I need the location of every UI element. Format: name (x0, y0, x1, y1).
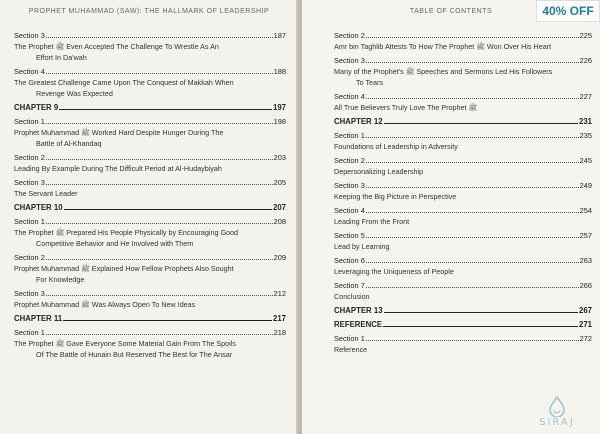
toc-line (14, 252, 286, 263)
leader-dots (366, 137, 579, 138)
toc-page-number: 267 (578, 306, 592, 315)
toc-page-number: 198 (273, 117, 286, 126)
toc-description-line: Foundations of Leadership in Adversity (334, 142, 458, 151)
toc-chapter-entry (14, 313, 286, 324)
leader-dots (366, 262, 579, 263)
leader-dots (46, 159, 273, 160)
toc-description-line: Prophet Muhammad ﷺ Explained How Fellow Prophets Also Sought (14, 264, 234, 273)
leader-dots (384, 123, 578, 124)
toc-page-number: 272 (579, 334, 592, 343)
toc-description-line: Conclusion (334, 292, 370, 301)
toc-section-entry (14, 116, 286, 149)
toc-description (14, 127, 286, 149)
toc-page-number: 263 (579, 256, 592, 265)
toc-page-number: 235 (579, 131, 592, 140)
toc-section-entry (334, 130, 592, 152)
toc-section-entry (334, 280, 592, 302)
toc-section-entry (14, 152, 286, 174)
toc-page-number: 205 (273, 178, 286, 187)
toc-description-line: Leveraging the Uniqueness of People (334, 267, 454, 276)
toc-label: Section 1 (14, 328, 45, 337)
toc-chapter-entry (334, 116, 592, 127)
toc-section-entry (14, 177, 286, 199)
toc-page-number: 266 (579, 281, 592, 290)
toc-description (334, 344, 592, 355)
toc-section-entry (14, 66, 286, 99)
left-toc (14, 30, 286, 363)
toc-page-number: 217 (272, 314, 286, 323)
toc-page-number: 208 (273, 217, 286, 226)
toc-chapter-entry (14, 102, 286, 113)
toc-chapter-entry (334, 319, 592, 330)
leader-dots (46, 259, 273, 260)
toc-section-entry (14, 30, 286, 63)
toc-label: Section 1 (334, 131, 365, 140)
toc-description-line: The Prophet ﷺ Prepared His People Physically by Encouraging Good (14, 228, 239, 237)
toc-description-line: Of The Battle of Hunain But Reserved The Best for The Ansar (36, 350, 233, 359)
toc-section-entry (334, 155, 592, 177)
leader-dots (366, 187, 579, 188)
toc-label: Section 3 (14, 289, 45, 298)
toc-description-line: The Prophet ﷺ Gave Everyone Some Material Gain From The Spoils (14, 339, 236, 348)
toc-line (334, 305, 592, 316)
toc-label: CHAPTER 10 (14, 203, 63, 212)
toc-label: Section 3 (334, 56, 365, 65)
leader-dots (46, 184, 273, 185)
toc-line (334, 255, 592, 266)
toc-description-line: Effort In Da'wah (36, 53, 87, 62)
toc-description-line: The Servant Leader (14, 189, 78, 198)
toc-chapter-entry (334, 305, 592, 316)
leader-dots (63, 320, 272, 321)
leader-dots (366, 62, 579, 63)
leader-dots (366, 98, 579, 99)
toc-section-entry (334, 255, 592, 277)
toc-label: CHAPTER 11 (14, 314, 63, 323)
toc-label: Section 4 (334, 92, 365, 101)
toc-page-number: 187 (273, 31, 286, 40)
toc-label: Section 3 (14, 178, 45, 187)
toc-description (14, 41, 286, 63)
drop-logo-icon (546, 395, 568, 417)
leader-dots (366, 287, 579, 288)
toc-description (14, 163, 286, 174)
leader-dots (64, 209, 272, 210)
leader-dots (59, 109, 272, 110)
toc-description-line: The Prophet ﷺ Even Accepted The Challenge To Wrestle As An (14, 42, 219, 51)
toc-section-entry (334, 55, 592, 88)
toc-section-entry (334, 205, 592, 227)
toc-description (14, 338, 286, 360)
toc-page-number: 218 (273, 328, 286, 337)
toc-page-number: 227 (579, 92, 592, 101)
left-running-head: PROPHET MUHAMMAD (SAW): THE HALLMARK OF LEADERSHIP (28, 8, 270, 15)
toc-section-entry (14, 252, 286, 285)
siraj-watermark (522, 395, 592, 428)
right-toc (334, 30, 592, 358)
toc-description-line: Keeping the Big Picture in Perspective (334, 192, 457, 201)
toc-section-entry (334, 30, 592, 52)
toc-label: CHAPTER 9 (14, 103, 59, 112)
toc-label: Section 4 (14, 67, 45, 76)
toc-description-line: To Tears (356, 78, 384, 87)
toc-page-number: 249 (579, 181, 592, 190)
right-page (302, 0, 600, 434)
toc-label: Section 6 (334, 256, 365, 265)
toc-label: Section 2 (334, 156, 365, 165)
toc-description-line: Many of the Prophet's ﷺ Speeches and Sermons Led His Followers (334, 67, 553, 76)
toc-line (334, 333, 592, 344)
toc-line (334, 319, 592, 330)
toc-page-number: 271 (578, 320, 592, 329)
toc-page-number: 254 (579, 206, 592, 215)
toc-line (334, 155, 592, 166)
toc-description (334, 102, 592, 113)
leader-dots (46, 123, 273, 124)
toc-description-line: Reference (334, 345, 368, 354)
leader-dots (366, 340, 579, 341)
toc-line (334, 91, 592, 102)
toc-description-line: Competitive Behavior and He Involved with Them (36, 239, 194, 248)
toc-line (334, 30, 592, 41)
toc-line (14, 30, 286, 41)
toc-label: Section 2 (14, 253, 45, 262)
toc-page-number: 257 (579, 231, 592, 240)
toc-page-number: 226 (579, 56, 592, 65)
toc-label: Section 3 (14, 31, 45, 40)
toc-description (14, 188, 286, 199)
toc-description (14, 227, 286, 249)
toc-section-entry (14, 327, 286, 360)
leader-dots (46, 37, 273, 38)
leader-dots (46, 73, 273, 74)
toc-description-line: Revenge Was Expected (36, 89, 113, 98)
toc-section-entry (334, 230, 592, 252)
toc-section-entry (334, 333, 592, 355)
leader-dots (46, 295, 273, 296)
toc-description-line: Lead by Learning (334, 242, 390, 251)
toc-section-entry (14, 288, 286, 310)
toc-page-number: 197 (272, 103, 286, 112)
leader-dots (384, 312, 578, 313)
toc-line (14, 102, 286, 113)
toc-label: CHAPTER 12 (334, 117, 383, 126)
toc-page-number: 203 (273, 153, 286, 162)
toc-label: Section 7 (334, 281, 365, 290)
toc-description (334, 141, 592, 152)
toc-description-line: Leading From the Front (334, 217, 410, 226)
toc-description-line: For Knowledge (36, 275, 85, 284)
toc-line (334, 130, 592, 141)
toc-description-line: The Greatest Challenge Came Upon The Conquest of Makkah When (14, 78, 234, 87)
toc-section-entry (334, 180, 592, 202)
leader-dots (366, 162, 579, 163)
left-page (0, 0, 298, 434)
toc-description (334, 216, 592, 227)
toc-description-line: Prophet Muhammad ﷺ Was Always Open To New Ideas (14, 300, 196, 309)
toc-description (14, 263, 286, 285)
toc-line (14, 313, 286, 324)
toc-line (14, 177, 286, 188)
toc-description (334, 166, 592, 177)
toc-line (14, 152, 286, 163)
toc-label: Section 4 (334, 206, 365, 215)
discount-badge[interactable]: 40% OFF (536, 0, 600, 22)
toc-description-line: Leading By Example During The Difficult Period at Al-Hudaybiyah (14, 164, 222, 173)
watermark-text: SIRAJ (539, 417, 575, 428)
toc-description (334, 241, 592, 252)
toc-line (334, 280, 592, 291)
toc-page-number: 212 (273, 289, 286, 298)
toc-label: Section 1 (14, 217, 45, 226)
toc-line (334, 116, 592, 127)
toc-line (14, 116, 286, 127)
toc-page-number: 245 (579, 156, 592, 165)
toc-line (14, 216, 286, 227)
toc-line (334, 230, 592, 241)
toc-label: Section 3 (334, 181, 365, 190)
toc-label: Section 1 (334, 334, 365, 343)
leader-dots (366, 237, 579, 238)
toc-description (334, 291, 592, 302)
toc-description-line: Amr bin Taghlib Attests To How The Prophet ﷺ Won Over His Heart (334, 42, 552, 51)
toc-line (14, 202, 286, 213)
toc-page-number: 209 (273, 253, 286, 262)
leader-dots (46, 334, 273, 335)
toc-description-line: Battle of Al-Khandaq (36, 139, 102, 148)
toc-line (334, 205, 592, 216)
toc-page-number: 225 (579, 31, 592, 40)
toc-label: Section 2 (334, 31, 365, 40)
toc-page-number: 188 (273, 67, 286, 76)
toc-description-line: Prophet Muhammad ﷺ Worked Hard Despite Hunger During The (14, 128, 224, 137)
toc-line (334, 180, 592, 191)
toc-line (334, 55, 592, 66)
toc-section-entry (14, 216, 286, 249)
toc-section-entry (334, 91, 592, 113)
leader-dots (366, 212, 579, 213)
toc-page-number: 231 (578, 117, 592, 126)
toc-description (334, 191, 592, 202)
toc-description (14, 299, 286, 310)
toc-description (14, 77, 286, 99)
toc-line (14, 327, 286, 338)
toc-label: REFERENCE (334, 320, 383, 329)
toc-label: CHAPTER 13 (334, 306, 383, 315)
leader-dots (366, 37, 579, 38)
toc-description-line: Depersonalizing Leadership (334, 167, 424, 176)
toc-label: Section 1 (14, 117, 45, 126)
toc-line (14, 288, 286, 299)
leader-dots (46, 223, 273, 224)
toc-line (14, 66, 286, 77)
toc-description (334, 41, 592, 52)
right-running-head: TABLE OF CONTENTS (409, 8, 493, 15)
toc-chapter-entry (14, 202, 286, 213)
toc-description (334, 266, 592, 277)
toc-label: Section 5 (334, 231, 365, 240)
toc-description (334, 66, 592, 88)
toc-page-number: 207 (272, 203, 286, 212)
toc-label: Section 2 (14, 153, 45, 162)
toc-description-line: All True Believers Truly Love The Prophet ﷺ (334, 103, 478, 112)
leader-dots (383, 326, 578, 327)
